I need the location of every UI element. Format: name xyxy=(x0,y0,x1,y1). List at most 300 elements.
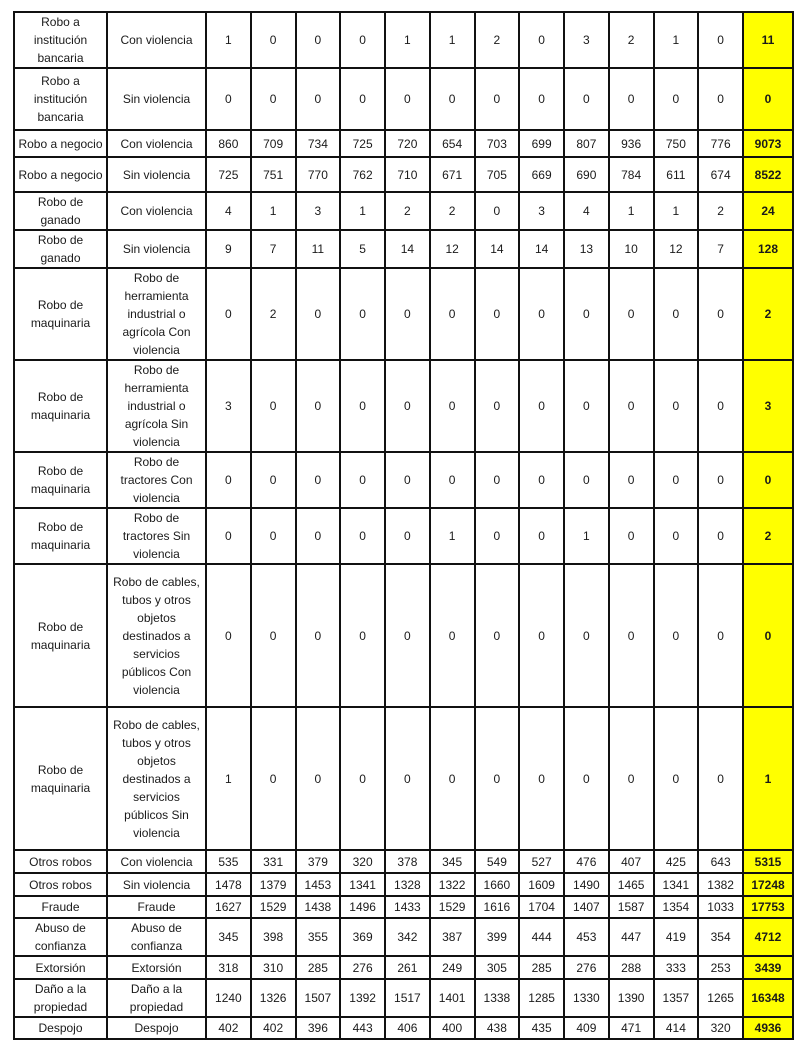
month-value-cell: 549 xyxy=(475,850,520,873)
table-row xyxy=(14,956,793,979)
month-value-cell: 399 xyxy=(475,918,520,956)
month-value-cell: 0 xyxy=(340,12,385,68)
table-row xyxy=(14,896,793,918)
month-value-cell: 320 xyxy=(340,850,385,873)
month-value-cell: 0 xyxy=(251,564,296,707)
month-value-cell: 611 xyxy=(654,157,699,192)
month-value-cell: 1 xyxy=(430,508,475,564)
month-value-cell: 0 xyxy=(609,707,654,850)
total-cell: 4936 xyxy=(743,1017,793,1039)
total-cell: 17248 xyxy=(743,873,793,896)
month-value-cell: 0 xyxy=(564,452,609,508)
month-value-cell: 1240 xyxy=(206,979,251,1017)
crime-type-cell: Daño a la propiedad xyxy=(14,979,107,1017)
month-value-cell: 0 xyxy=(698,12,743,68)
month-value-cell: 1616 xyxy=(475,896,520,918)
month-value-cell: 1517 xyxy=(385,979,430,1017)
table-row xyxy=(14,157,793,192)
month-value-cell: 406 xyxy=(385,1017,430,1039)
month-value-cell: 770 xyxy=(296,157,341,192)
month-value-cell: 453 xyxy=(564,918,609,956)
month-value-cell: 1490 xyxy=(564,873,609,896)
month-value-cell: 14 xyxy=(519,230,564,268)
crime-type-cell: Robo de maquinaria xyxy=(14,508,107,564)
month-value-cell: 1322 xyxy=(430,873,475,896)
month-value-cell: 318 xyxy=(206,956,251,979)
month-value-cell: 0 xyxy=(296,268,341,360)
month-value-cell: 276 xyxy=(564,956,609,979)
table-row xyxy=(14,979,793,1017)
month-value-cell: 0 xyxy=(475,68,520,130)
crime-type-cell: Robo a negocio xyxy=(14,130,107,157)
month-value-cell: 10 xyxy=(609,230,654,268)
crime-subtype-cell: Robo de tractores Sin violencia xyxy=(107,508,206,564)
month-value-cell: 4 xyxy=(564,192,609,230)
month-value-cell: 1341 xyxy=(340,873,385,896)
month-value-cell: 0 xyxy=(296,564,341,707)
month-value-cell: 1390 xyxy=(609,979,654,1017)
month-value-cell: 1 xyxy=(654,12,699,68)
month-value-cell: 1401 xyxy=(430,979,475,1017)
month-value-cell: 0 xyxy=(609,564,654,707)
month-value-cell: 0 xyxy=(251,12,296,68)
month-value-cell: 751 xyxy=(251,157,296,192)
month-value-cell: 860 xyxy=(206,130,251,157)
month-value-cell: 1465 xyxy=(609,873,654,896)
month-value-cell: 0 xyxy=(251,360,296,452)
month-value-cell: 0 xyxy=(430,452,475,508)
month-value-cell: 0 xyxy=(475,452,520,508)
month-value-cell: 407 xyxy=(609,850,654,873)
month-value-cell: 0 xyxy=(340,68,385,130)
month-value-cell: 1660 xyxy=(475,873,520,896)
crime-subtype-cell: Sin violencia xyxy=(107,873,206,896)
month-value-cell: 2 xyxy=(430,192,475,230)
month-value-cell: 0 xyxy=(385,508,430,564)
table-row xyxy=(14,12,793,68)
table-row xyxy=(14,268,793,360)
month-value-cell: 0 xyxy=(475,564,520,707)
month-value-cell: 0 xyxy=(698,452,743,508)
month-value-cell: 671 xyxy=(430,157,475,192)
month-value-cell: 1357 xyxy=(654,979,699,1017)
month-value-cell: 345 xyxy=(206,918,251,956)
month-value-cell: 0 xyxy=(206,564,251,707)
month-value-cell: 699 xyxy=(519,130,564,157)
month-value-cell: 0 xyxy=(385,564,430,707)
month-value-cell: 0 xyxy=(475,360,520,452)
month-value-cell: 379 xyxy=(296,850,341,873)
month-value-cell: 1033 xyxy=(698,896,743,918)
month-value-cell: 0 xyxy=(519,268,564,360)
crime-type-cell: Despojo xyxy=(14,1017,107,1039)
month-value-cell: 0 xyxy=(654,452,699,508)
month-value-cell: 1529 xyxy=(430,896,475,918)
month-value-cell: 0 xyxy=(609,508,654,564)
month-value-cell: 0 xyxy=(564,564,609,707)
month-value-cell: 0 xyxy=(654,564,699,707)
month-value-cell: 435 xyxy=(519,1017,564,1039)
month-value-cell: 471 xyxy=(609,1017,654,1039)
month-value-cell: 305 xyxy=(475,956,520,979)
month-value-cell: 0 xyxy=(340,564,385,707)
month-value-cell: 674 xyxy=(698,157,743,192)
table-row xyxy=(14,192,793,230)
crime-type-cell: Otros robos xyxy=(14,873,107,896)
month-value-cell: 0 xyxy=(206,68,251,130)
crime-subtype-cell: Sin violencia xyxy=(107,68,206,130)
month-value-cell: 0 xyxy=(296,707,341,850)
month-value-cell: 0 xyxy=(385,268,430,360)
month-value-cell: 0 xyxy=(475,192,520,230)
month-value-cell: 0 xyxy=(430,68,475,130)
month-value-cell: 1478 xyxy=(206,873,251,896)
month-value-cell: 0 xyxy=(206,508,251,564)
month-value-cell: 705 xyxy=(475,157,520,192)
crime-subtype-cell: Sin violencia xyxy=(107,157,206,192)
crime-type-cell: Robo de ganado xyxy=(14,192,107,230)
total-cell: 1 xyxy=(743,707,793,850)
month-value-cell: 0 xyxy=(519,508,564,564)
crime-subtype-cell: Extorsión xyxy=(107,956,206,979)
month-value-cell: 387 xyxy=(430,918,475,956)
month-value-cell: 9 xyxy=(206,230,251,268)
total-cell: 0 xyxy=(743,452,793,508)
crime-type-cell: Robo de ganado xyxy=(14,230,107,268)
month-value-cell: 1609 xyxy=(519,873,564,896)
month-value-cell: 0 xyxy=(475,508,520,564)
crime-subtype-cell: Abuso de confianza xyxy=(107,918,206,956)
crime-subtype-cell: Fraude xyxy=(107,896,206,918)
month-value-cell: 703 xyxy=(475,130,520,157)
month-value-cell: 1285 xyxy=(519,979,564,1017)
month-value-cell: 720 xyxy=(385,130,430,157)
month-value-cell: 1587 xyxy=(609,896,654,918)
month-value-cell: 11 xyxy=(296,230,341,268)
month-value-cell: 443 xyxy=(340,1017,385,1039)
crime-type-cell: Robo de maquinaria xyxy=(14,707,107,850)
month-value-cell: 0 xyxy=(698,268,743,360)
table-row xyxy=(14,360,793,452)
month-value-cell: 0 xyxy=(698,707,743,850)
month-value-cell: 409 xyxy=(564,1017,609,1039)
crime-type-cell: Robo de maquinaria xyxy=(14,360,107,452)
month-value-cell: 0 xyxy=(251,508,296,564)
month-value-cell: 0 xyxy=(654,707,699,850)
month-value-cell: 1529 xyxy=(251,896,296,918)
month-value-cell: 7 xyxy=(251,230,296,268)
month-value-cell: 1 xyxy=(340,192,385,230)
month-value-cell: 14 xyxy=(385,230,430,268)
month-value-cell: 396 xyxy=(296,1017,341,1039)
total-cell: 8522 xyxy=(743,157,793,192)
month-value-cell: 447 xyxy=(609,918,654,956)
crime-type-cell: Robo a negocio xyxy=(14,157,107,192)
month-value-cell: 0 xyxy=(340,452,385,508)
month-value-cell: 0 xyxy=(654,68,699,130)
month-value-cell: 807 xyxy=(564,130,609,157)
month-value-cell: 0 xyxy=(609,268,654,360)
month-value-cell: 750 xyxy=(654,130,699,157)
month-value-cell: 354 xyxy=(698,918,743,956)
month-value-cell: 0 xyxy=(519,360,564,452)
crime-subtype-cell: Robo de herramienta industrial o agrícola Con violencia xyxy=(107,268,206,360)
month-value-cell: 0 xyxy=(654,268,699,360)
crime-type-cell: Robo a institución bancaria xyxy=(14,68,107,130)
month-value-cell: 669 xyxy=(519,157,564,192)
month-value-cell: 784 xyxy=(609,157,654,192)
month-value-cell: 0 xyxy=(698,564,743,707)
total-cell: 16348 xyxy=(743,979,793,1017)
month-value-cell: 355 xyxy=(296,918,341,956)
month-value-cell: 476 xyxy=(564,850,609,873)
table-row xyxy=(14,918,793,956)
month-value-cell: 4 xyxy=(206,192,251,230)
total-cell: 11 xyxy=(743,12,793,68)
month-value-cell: 288 xyxy=(609,956,654,979)
month-value-cell: 0 xyxy=(340,360,385,452)
month-value-cell: 13 xyxy=(564,230,609,268)
crime-subtype-cell: Con violencia xyxy=(107,192,206,230)
month-value-cell: 333 xyxy=(654,956,699,979)
month-value-cell: 331 xyxy=(251,850,296,873)
crime-statistics-table xyxy=(13,11,794,1040)
month-value-cell: 1704 xyxy=(519,896,564,918)
month-value-cell: 2 xyxy=(609,12,654,68)
crime-type-cell: Abuso de confianza xyxy=(14,918,107,956)
month-value-cell: 3 xyxy=(296,192,341,230)
month-value-cell: 1 xyxy=(564,508,609,564)
month-value-cell: 0 xyxy=(296,508,341,564)
month-value-cell: 0 xyxy=(475,268,520,360)
month-value-cell: 2 xyxy=(251,268,296,360)
month-value-cell: 0 xyxy=(251,452,296,508)
month-value-cell: 1 xyxy=(654,192,699,230)
month-value-cell: 0 xyxy=(385,707,430,850)
crime-subtype-cell: Robo de herramienta industrial o agrícola Sin violencia xyxy=(107,360,206,452)
month-value-cell: 1 xyxy=(251,192,296,230)
month-value-cell: 14 xyxy=(475,230,520,268)
crime-type-cell: Robo a institución bancaria xyxy=(14,12,107,68)
month-value-cell: 0 xyxy=(519,707,564,850)
crime-subtype-cell: Con violencia xyxy=(107,130,206,157)
total-cell: 0 xyxy=(743,564,793,707)
month-value-cell: 643 xyxy=(698,850,743,873)
month-value-cell: 1382 xyxy=(698,873,743,896)
month-value-cell: 1 xyxy=(385,12,430,68)
month-value-cell: 762 xyxy=(340,157,385,192)
month-value-cell: 0 xyxy=(340,707,385,850)
month-value-cell: 0 xyxy=(206,452,251,508)
month-value-cell: 1338 xyxy=(475,979,520,1017)
month-value-cell: 5 xyxy=(340,230,385,268)
month-value-cell: 249 xyxy=(430,956,475,979)
month-value-cell: 0 xyxy=(296,68,341,130)
month-value-cell: 936 xyxy=(609,130,654,157)
month-value-cell: 1453 xyxy=(296,873,341,896)
table-row xyxy=(14,850,793,873)
month-value-cell: 438 xyxy=(475,1017,520,1039)
month-value-cell: 0 xyxy=(475,707,520,850)
month-value-cell: 0 xyxy=(430,564,475,707)
month-value-cell: 710 xyxy=(385,157,430,192)
month-value-cell: 725 xyxy=(340,130,385,157)
month-value-cell: 402 xyxy=(206,1017,251,1039)
month-value-cell: 0 xyxy=(296,452,341,508)
month-value-cell: 0 xyxy=(251,707,296,850)
month-value-cell: 0 xyxy=(385,360,430,452)
crime-type-cell: Extorsión xyxy=(14,956,107,979)
month-value-cell: 1 xyxy=(206,12,251,68)
month-value-cell: 0 xyxy=(564,707,609,850)
month-value-cell: 0 xyxy=(698,360,743,452)
month-value-cell: 3 xyxy=(519,192,564,230)
month-value-cell: 419 xyxy=(654,918,699,956)
month-value-cell: 0 xyxy=(519,452,564,508)
month-value-cell: 654 xyxy=(430,130,475,157)
crime-subtype-cell: Sin violencia xyxy=(107,230,206,268)
table-row xyxy=(14,130,793,157)
crime-subtype-cell: Robo de cables, tubos y otros objetos destinados a servicios públicos Sin violencia xyxy=(107,707,206,850)
month-value-cell: 1507 xyxy=(296,979,341,1017)
month-value-cell: 0 xyxy=(564,360,609,452)
month-value-cell: 527 xyxy=(519,850,564,873)
crime-type-cell: Robo de maquinaria xyxy=(14,452,107,508)
month-value-cell: 1496 xyxy=(340,896,385,918)
month-value-cell: 0 xyxy=(385,68,430,130)
month-value-cell: 776 xyxy=(698,130,743,157)
crime-type-cell: Robo de maquinaria xyxy=(14,564,107,707)
month-value-cell: 378 xyxy=(385,850,430,873)
month-value-cell: 3 xyxy=(206,360,251,452)
month-value-cell: 0 xyxy=(519,12,564,68)
crime-subtype-cell: Con violencia xyxy=(107,850,206,873)
month-value-cell: 1330 xyxy=(564,979,609,1017)
crime-subtype-cell: Robo de tractores Con violencia xyxy=(107,452,206,508)
month-value-cell: 1433 xyxy=(385,896,430,918)
month-value-cell: 734 xyxy=(296,130,341,157)
total-cell: 9073 xyxy=(743,130,793,157)
table-body xyxy=(14,12,793,1039)
month-value-cell: 709 xyxy=(251,130,296,157)
table-row xyxy=(14,873,793,896)
month-value-cell: 725 xyxy=(206,157,251,192)
month-value-cell: 2 xyxy=(698,192,743,230)
total-cell: 3439 xyxy=(743,956,793,979)
month-value-cell: 320 xyxy=(698,1017,743,1039)
month-value-cell: 444 xyxy=(519,918,564,956)
month-value-cell: 0 xyxy=(206,268,251,360)
month-value-cell: 0 xyxy=(698,508,743,564)
month-value-cell: 369 xyxy=(340,918,385,956)
month-value-cell: 310 xyxy=(251,956,296,979)
month-value-cell: 0 xyxy=(564,68,609,130)
crime-type-cell: Robo de maquinaria xyxy=(14,268,107,360)
total-cell: 2 xyxy=(743,268,793,360)
table-row xyxy=(14,564,793,707)
month-value-cell: 1627 xyxy=(206,896,251,918)
month-value-cell: 400 xyxy=(430,1017,475,1039)
table-row xyxy=(14,230,793,268)
crime-type-cell: Fraude xyxy=(14,896,107,918)
total-cell: 2 xyxy=(743,508,793,564)
month-value-cell: 1265 xyxy=(698,979,743,1017)
month-value-cell: 0 xyxy=(654,360,699,452)
total-cell: 128 xyxy=(743,230,793,268)
table-row xyxy=(14,508,793,564)
month-value-cell: 0 xyxy=(430,360,475,452)
month-value-cell: 0 xyxy=(519,564,564,707)
month-value-cell: 276 xyxy=(340,956,385,979)
total-cell: 3 xyxy=(743,360,793,452)
month-value-cell: 0 xyxy=(698,68,743,130)
table-row xyxy=(14,1017,793,1039)
month-value-cell: 12 xyxy=(430,230,475,268)
month-value-cell: 1438 xyxy=(296,896,341,918)
month-value-cell: 0 xyxy=(296,12,341,68)
month-value-cell: 261 xyxy=(385,956,430,979)
month-value-cell: 425 xyxy=(654,850,699,873)
month-value-cell: 0 xyxy=(609,452,654,508)
crime-subtype-cell: Robo de cables, tubos y otros objetos destinados a servicios públicos Con violencia xyxy=(107,564,206,707)
table-row xyxy=(14,68,793,130)
month-value-cell: 0 xyxy=(519,68,564,130)
month-value-cell: 1379 xyxy=(251,873,296,896)
month-value-cell: 253 xyxy=(698,956,743,979)
month-value-cell: 414 xyxy=(654,1017,699,1039)
month-value-cell: 398 xyxy=(251,918,296,956)
month-value-cell: 0 xyxy=(296,360,341,452)
month-value-cell: 0 xyxy=(340,508,385,564)
month-value-cell: 1354 xyxy=(654,896,699,918)
month-value-cell: 0 xyxy=(564,268,609,360)
total-cell: 4712 xyxy=(743,918,793,956)
month-value-cell: 12 xyxy=(654,230,699,268)
month-value-cell: 285 xyxy=(296,956,341,979)
month-value-cell: 0 xyxy=(430,268,475,360)
month-value-cell: 2 xyxy=(475,12,520,68)
month-value-cell: 0 xyxy=(430,707,475,850)
month-value-cell: 1407 xyxy=(564,896,609,918)
month-value-cell: 690 xyxy=(564,157,609,192)
total-cell: 0 xyxy=(743,68,793,130)
month-value-cell: 0 xyxy=(609,68,654,130)
month-value-cell: 7 xyxy=(698,230,743,268)
total-cell: 5315 xyxy=(743,850,793,873)
crime-subtype-cell: Con violencia xyxy=(107,12,206,68)
month-value-cell: 345 xyxy=(430,850,475,873)
month-value-cell: 1341 xyxy=(654,873,699,896)
month-value-cell: 0 xyxy=(340,268,385,360)
month-value-cell: 2 xyxy=(385,192,430,230)
month-value-cell: 3 xyxy=(564,12,609,68)
month-value-cell: 0 xyxy=(609,360,654,452)
month-value-cell: 342 xyxy=(385,918,430,956)
month-value-cell: 0 xyxy=(251,68,296,130)
total-cell: 17753 xyxy=(743,896,793,918)
month-value-cell: 0 xyxy=(385,452,430,508)
month-value-cell: 0 xyxy=(654,508,699,564)
month-value-cell: 1326 xyxy=(251,979,296,1017)
month-value-cell: 1 xyxy=(206,707,251,850)
crime-subtype-cell: Despojo xyxy=(107,1017,206,1039)
table-row xyxy=(14,452,793,508)
crime-type-cell: Otros robos xyxy=(14,850,107,873)
month-value-cell: 1328 xyxy=(385,873,430,896)
table-row xyxy=(14,707,793,850)
month-value-cell: 1 xyxy=(609,192,654,230)
month-value-cell: 285 xyxy=(519,956,564,979)
